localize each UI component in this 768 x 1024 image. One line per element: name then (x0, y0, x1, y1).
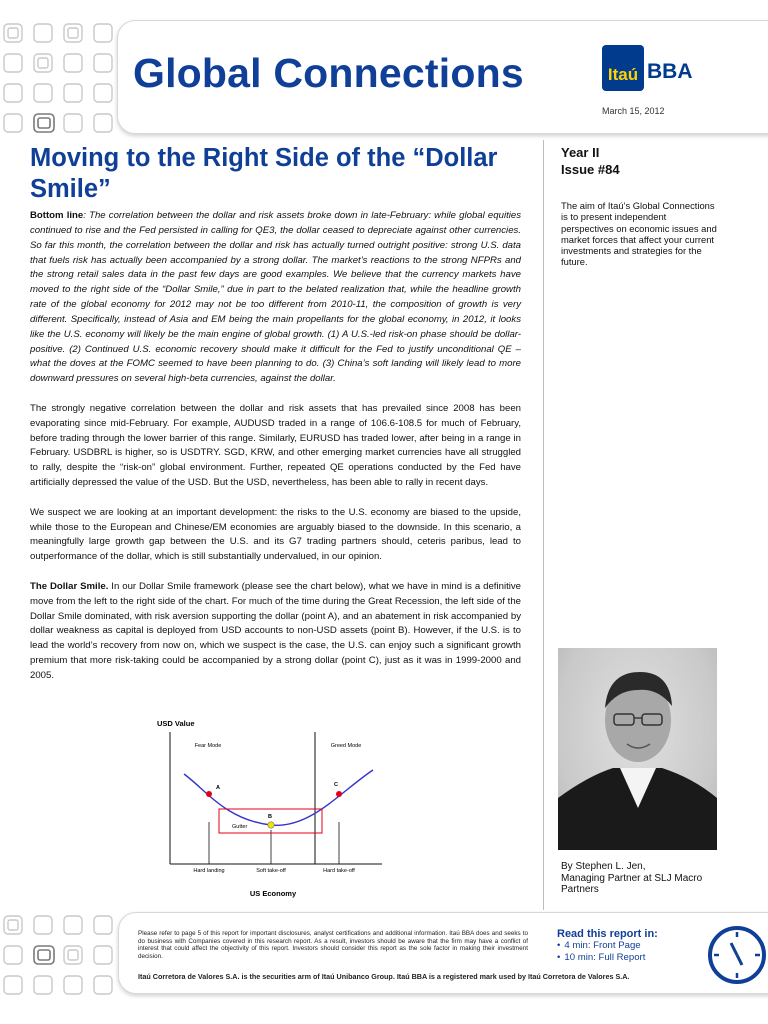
reading-time-full (557, 952, 697, 964)
byline-name: By Stephen L. Jen, (561, 861, 646, 872)
bottom-line-text: : The correlation between the dollar and risk assets broke down in late-February: while global equities continued to rise and the Fed persisted in calling for QE3, the dollar ceased to depreciate against other currencies. So far this month, the correlation between the dollar and risk has actually turned outright positive: strong U.S. data that fuels risk has actually been accompanied by a strong dollar. The market’s reactions to the strong NFPRs and the strong retail sales data in the past few days are good examples. We believe that the currency markets have moved to the right side of the “Dollar Smile,” due in part to the belated realization that, while the headline growth rate of the global economy for 2012 may not be too different from 2010-11, the composition of growth is very different. Specifically, instead of Asia and EM being the main propellants for the global economy, in 2012, it looks like the U.S. economy will likely be the main engine of global growth. (1) A U.S.-led risk-on phase should be dollar-positive. (2) Continued U.S. economic recovery should make it difficult for the Fed to justify unconditional QE – what the doves at the FOMC seemed to have been planning to do. (3) China’s soft landing will likely lead to more downward pressures on several high-beta currencies, against the dollar. (30, 210, 521, 385)
chart-xlabel: US Economy (249, 889, 297, 898)
bottom-line-label: Bottom line (30, 210, 84, 221)
bullet-icon: • (557, 940, 561, 951)
itau-bba-logo (602, 44, 693, 92)
dollar-smile-text: In our Dollar Smile framework (please see the chart below), what we have in mind is a definitive move from the left to the right side of the chart. For much of the time during the Great Recession, the left side of the Dollar Smile dominated, with risk aversion supporting the dollar (point A), and an abatement in risk accompanied by dollar weakness as capital is deployed from USD accounts to non-USD assets (point B). However, if the U.S. is to lead the world’s recovery from now on, which we suspect is the case, the U.S. can enjoy such a significant growth premium that more risk-taking could be accompanied by a strong dollar (point C), just as it was in 1999-2000 and 2005. (30, 580, 522, 682)
gutter-label: Gutter (232, 824, 248, 830)
article-body (30, 209, 521, 699)
bottom-line-paragraph (30, 209, 521, 387)
newsletter-aim: The aim of Itaú’s Global Connections is to present independent perspectives on economic issues and market forces that affect your current investments and strategies for the future. (561, 200, 717, 268)
point-a-label: A (216, 785, 220, 791)
reading-time-title: Read this report in: (557, 928, 658, 940)
dollar-smile-chart (150, 712, 400, 902)
legal-footnote: Itaú Corretora de Valores S.A. is the securities arm of Itaú Unibanco Group. Itaú BBA is a registered mark used by Itaú Corretora de Valores S.A. (138, 972, 630, 981)
point-b (268, 822, 274, 828)
reading-time-full-label: 10 min: Full Report (564, 952, 646, 963)
article-headline: Moving to the Right Side of the “Dollar Smile” (30, 144, 498, 203)
point-c (336, 791, 342, 797)
paragraph-3: We suspect we are looking at an important development: the risks to the U.S. economy are biased to the upside, while those to the European and Chinese/EM economies are arguably biased to the downside. In this scenario, a meaningfully large growth gap between the U.S. and its G7 trading partners should, ceteris paribus, lead to outperformance of the dollar, which is still substantially undervalued, in our opinion. (30, 506, 521, 563)
point-b-label: B (268, 814, 272, 820)
tick-label-soft-takeoff: Soft take-off (256, 868, 286, 874)
clock-icon (705, 923, 768, 987)
byline-title: Managing Partner at SLJ Macro Partners (561, 872, 703, 895)
issue-info (561, 144, 620, 178)
reading-time-front (557, 940, 697, 952)
point-a (206, 791, 212, 797)
greed-mode-label: Greed Mode (330, 743, 362, 749)
issue-number: Issue #84 (561, 162, 620, 177)
column-divider (543, 140, 544, 910)
tick-label-hard-landing: Hard landing (193, 868, 225, 874)
year-label: Year II (561, 145, 600, 160)
bba-logo-text: BBA (647, 60, 693, 83)
dollar-smile-paragraph (30, 580, 521, 684)
fear-mode-label: Fear Mode (194, 743, 222, 749)
author-byline (561, 861, 731, 896)
tick-label-hard-takeoff: Hard take-off (323, 868, 355, 874)
reading-time-box (557, 928, 697, 964)
issue-date: March 15, 2012 (602, 106, 665, 116)
bullet-icon: • (557, 952, 561, 963)
disclaimer-text: Please refer to page 5 of this report for important disclosures, analyst certifications and additional information. Itaú BBA does and seeks to do business with Companies covered in this research report. As a result, investors should be aware that the firm may have a conflict of interest that could affect the objectivity of this report. Investors should consider this report as the sole factor in making their investment decision. (138, 930, 528, 960)
smile-curve (184, 770, 373, 825)
reading-time-front-label: 4 min: Front Page (564, 940, 641, 951)
itau-logo-mark: Itaú (602, 45, 644, 91)
newsletter-title: Global Connections (133, 50, 524, 96)
dollar-smile-label: The Dollar Smile. (30, 580, 109, 592)
chart-ylabel: USD Value (157, 719, 195, 728)
paragraph-2: The strongly negative correlation between the dollar and risk assets that has prevailed since 2008 has been evaporating since mid-February. For example, AUDUSD traded in a range of 106.6-108.5 for much of February, before trading through the lower barrier of this range. Similarly, EURUSD has traded lower, after being in a range in February. USDBRL is higher, so is USDTRY. SGD, KRW, and other emerging market currencies have all struggled to rally, despite the “risk-on” global environment. Further, repeated QE operations conducted by the Fed have artificially depressed the value of the USD. But the USD, nevertheless, has been able to rally in recent days. (30, 402, 521, 489)
point-c-label: C (334, 782, 338, 788)
author-photo (558, 648, 717, 850)
